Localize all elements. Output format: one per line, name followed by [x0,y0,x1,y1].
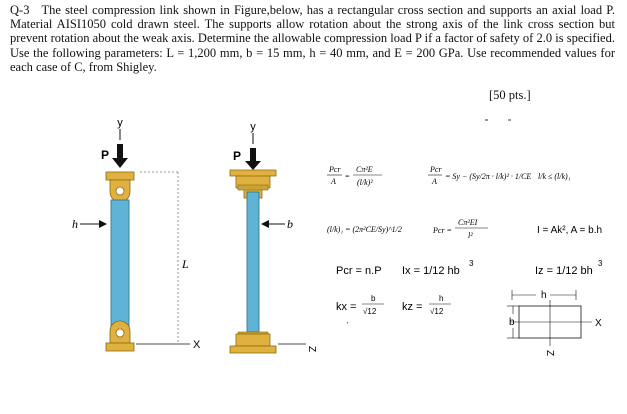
kx-tick-mark: ' [347,322,349,329]
kx-num: b [371,294,376,303]
kz-den: √12 [430,307,444,316]
left-top-pin [116,187,124,195]
left-load-label: P [101,148,110,162]
left-x-label: X [193,339,201,351]
question-text: The steel compression link shown in Figure,below, has a rectangular cross section and supports an axial load P. Material AISI1050 cold drawn steel. The supports allow rotation about the strong axis of the link cross section but prevent rotation about the weak axis. Determine the allowable compression load P if a factor of safety of 2.0 is specified. Use the following parameters: L = 1,200 mm, b = 15 mm, h = 40 mm, and E = 200 GPa. Use recommended values for each case of C, from Shigley. [10,3,615,74]
euler-num: Cπ²E [356,165,373,174]
ix-exponent: 3 [469,259,474,268]
right-b-label: b [287,217,293,231]
kx-den: √12 [363,307,377,316]
right-link [230,121,317,353]
euler-force-den: l² [468,231,473,240]
kz-num: h [439,294,444,303]
question-number: Q-3 [10,3,30,17]
formula-panel [327,165,603,329]
pcr-formula: Pcr = n.P [336,265,382,277]
left-h-label: h [72,217,78,231]
euler-stress-formula [327,165,382,187]
euler-lhs-den: A [331,177,336,186]
problem-statement [10,3,615,74]
euler-force-num: Cπ²EI [458,218,478,227]
left-link-bar [111,200,129,328]
right-top-pin [238,185,268,190]
cross-section-x-label: X [595,318,602,329]
right-z-label: Z [306,346,317,353]
cross-section-h-label: h [541,290,547,301]
cross-section-z-label: Z [544,350,555,357]
slenderness-condition: l/k ≤ (l/k)₁ [538,172,571,181]
points-label: [50 pts.] [489,88,531,102]
right-link-bar [247,192,259,332]
left-length-label: L [182,257,189,271]
euler-force-lhs: Pcr = [433,226,452,235]
johnson-formula [428,165,531,186]
kz-lhs: kz = [402,301,423,313]
kz-formula [402,294,451,316]
right-y-label: y [250,121,256,133]
left-bottom-support [106,343,134,351]
iz-exponent: 3 [598,259,603,268]
euler-force-formula [432,218,488,240]
compression-link-figure [0,108,627,414]
johnson-lhs-num: Pcr [430,165,442,174]
kx-lhs: kx = [336,301,357,313]
cross-section-b-label: b [509,317,515,328]
area-formula: I = Ak², A = b.h [537,225,603,236]
euler-equals: = [345,172,350,181]
left-top-support [106,172,134,180]
left-y-label: y [117,117,123,129]
right-load-label: P [233,149,242,163]
ix-formula: Ix = 1/12 hb [402,265,460,277]
left-link [72,117,201,351]
johnson-rhs: = Sy − (Sy/2π · l/k)² · 1/CE [445,172,532,181]
kx-formula [336,294,384,329]
right-load-arrow-icon [245,148,261,170]
cross-section [507,290,602,356]
critical-slenderness: (l/k)₁ = (2π²CE/Sy)^1/2 [327,225,402,234]
left-bottom-pin [116,329,124,337]
johnson-lhs-den: A [432,177,437,186]
euler-lhs: Pcr [329,165,341,174]
left-load-arrow-icon [112,144,128,168]
right-bottom-clevis [236,334,270,346]
right-bottom-support [230,346,276,353]
iz-formula: Iz = 1/12 bh [535,265,593,277]
euler-den: (l/k)² [357,178,373,187]
